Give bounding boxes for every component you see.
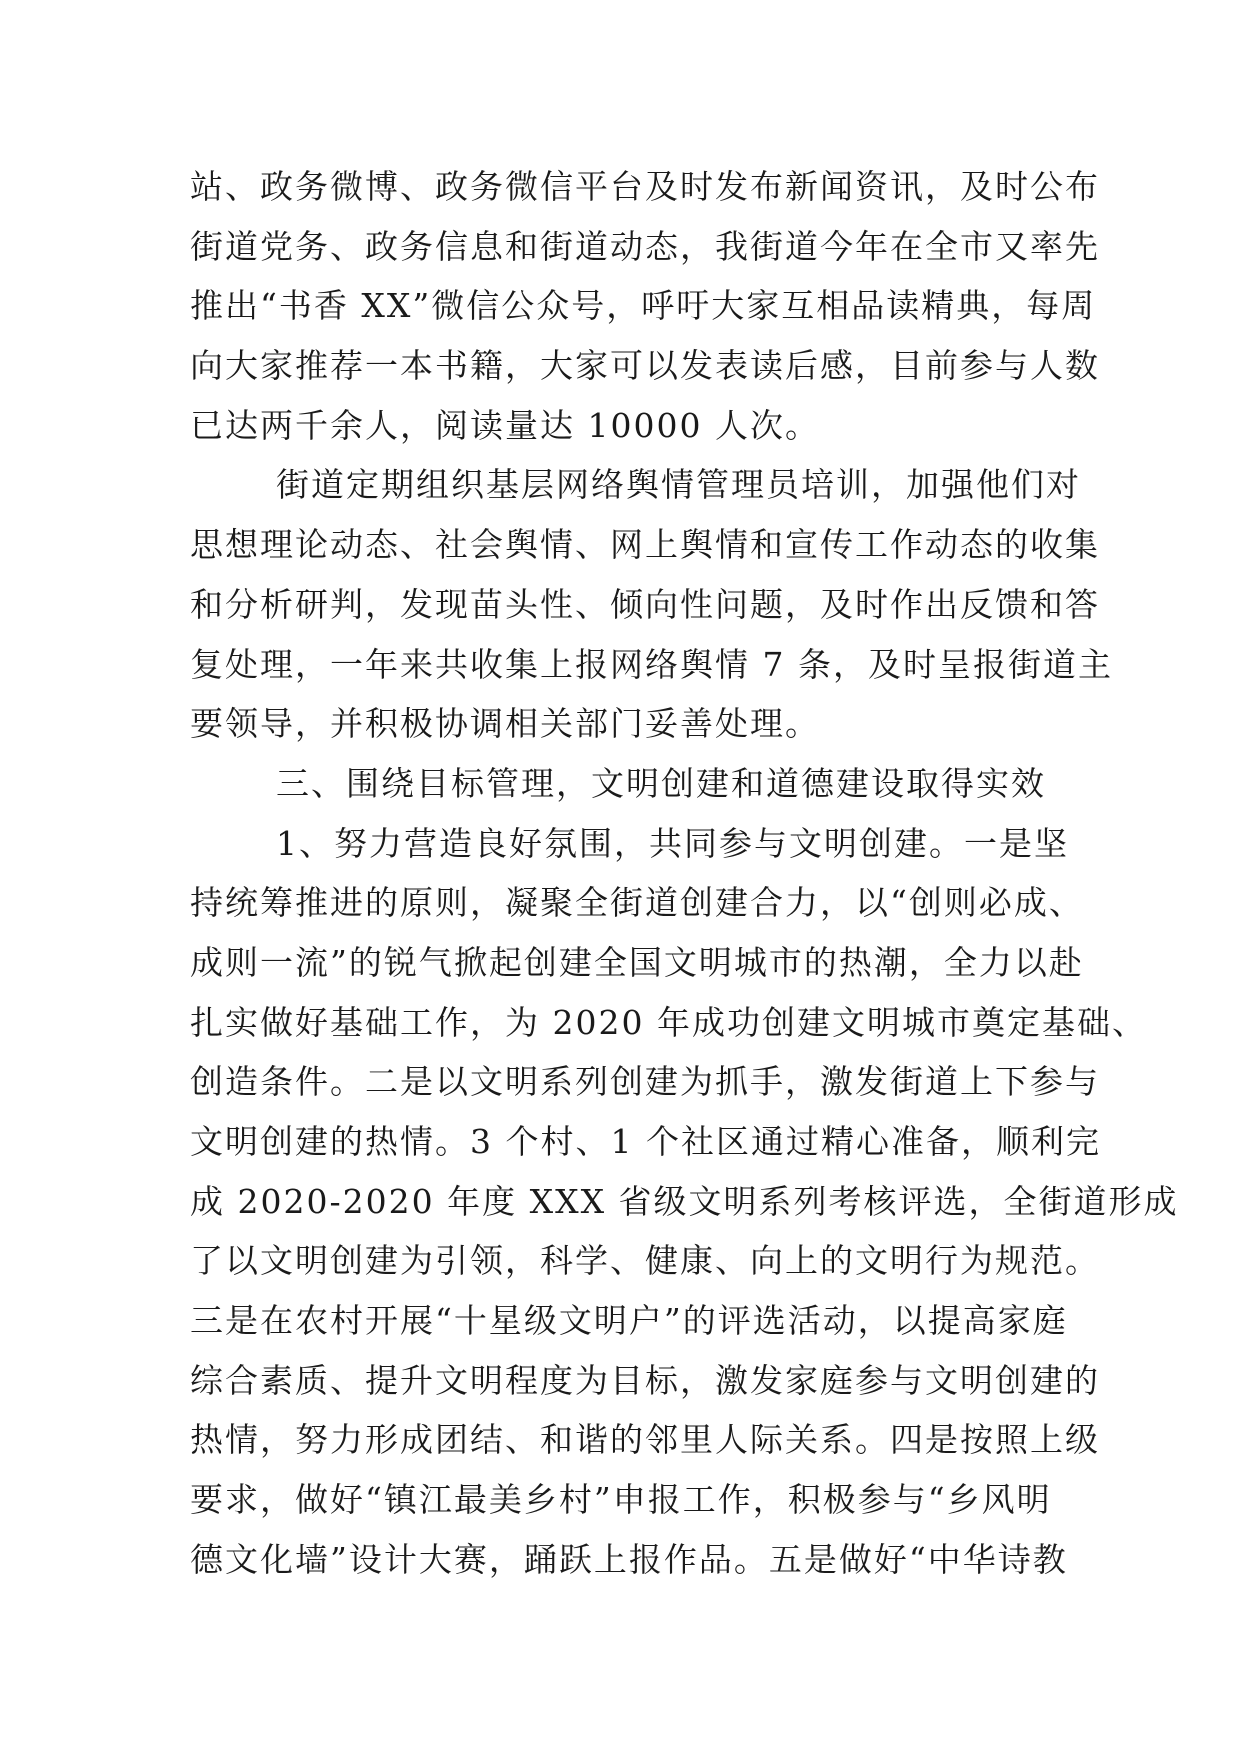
text-line: 持统筹推进的原则，凝聚全街道创建合力，以“创则必成、 <box>190 883 1084 923</box>
text-line: 热情，努力形成团结、和谐的邻里人际关系。四是按照上级 <box>190 1420 1100 1460</box>
text-line: 成则一流”的锐气掀起创建全国文明城市的热潮，全力以赴 <box>190 942 1084 982</box>
text-line: 德文化墙”设计大赛，踊跃上报作品。五是做好“中华诗教 <box>190 1539 1068 1579</box>
text-line: 和分析研判，发现苗头性、倾向性问题，及时作出反馈和答 <box>190 584 1100 624</box>
document-body <box>190 157 1179 1590</box>
text-line: 街道定期组织基层网络舆情管理员培训，加强他们对 <box>276 465 1081 505</box>
text-line: 要求，做好“镇江最美乡村”申报工作，积极参与“乡风明 <box>190 1480 1052 1520</box>
text-line: 推出“书香 XX”微信公众号，呼吁大家互相品读精典，每周 <box>190 286 1097 326</box>
text-line: 站、政务微博、政务微信平台及时发布新闻资讯，及时公布 <box>190 167 1100 206</box>
text-line: 综合素质、提升文明程度为目标，激发家庭参与文明创建的 <box>190 1360 1100 1400</box>
text-line: 要领导，并积极协调相关部门妥善处理。 <box>190 704 820 744</box>
text-line: 三、围绕目标管理，文明创建和道德建设取得实效 <box>276 763 1046 803</box>
text-line: 文明创建的热情。3 个村、1 个社区通过精心准备，顺利完 <box>190 1122 1101 1161</box>
text-line: 已达两千余人，阅读量达 10000 人次。 <box>190 405 820 445</box>
text-line: 创造条件。二是以文明系列创建为抓手，激发街道上下参与 <box>190 1062 1100 1102</box>
text-line: 向大家推荐一本书籍，大家可以发表读后感，目前参与人数 <box>190 346 1100 386</box>
text-line: 街道党务、政务信息和街道动态，我街道今年在全市又率先 <box>190 226 1100 266</box>
text-line: 1、努力营造良好氛围，共同参与文明创建。一是坚 <box>276 823 1069 863</box>
text-line: 思想理论动态、社会舆情、网上舆情和宣传工作动态的收集 <box>190 525 1100 565</box>
text-line: 扎实做好基础工作，为 2020 年成功创建文明城市奠定基础、 <box>190 1002 1147 1042</box>
text-line: 复处理，一年来共收集上报网络舆情 7 条，及时呈报街道主 <box>190 644 1113 684</box>
text-line: 成 2020-2020 年度 XXX 省级文明系列考核评选，全街道形成 <box>190 1181 1179 1221</box>
text-line: 三是在农村开展“十星级文明户”的评选活动，以提高家庭 <box>190 1301 1068 1341</box>
text-line: 了以文明创建为引领，科学、健康、向上的文明行为规范。 <box>190 1241 1100 1281</box>
